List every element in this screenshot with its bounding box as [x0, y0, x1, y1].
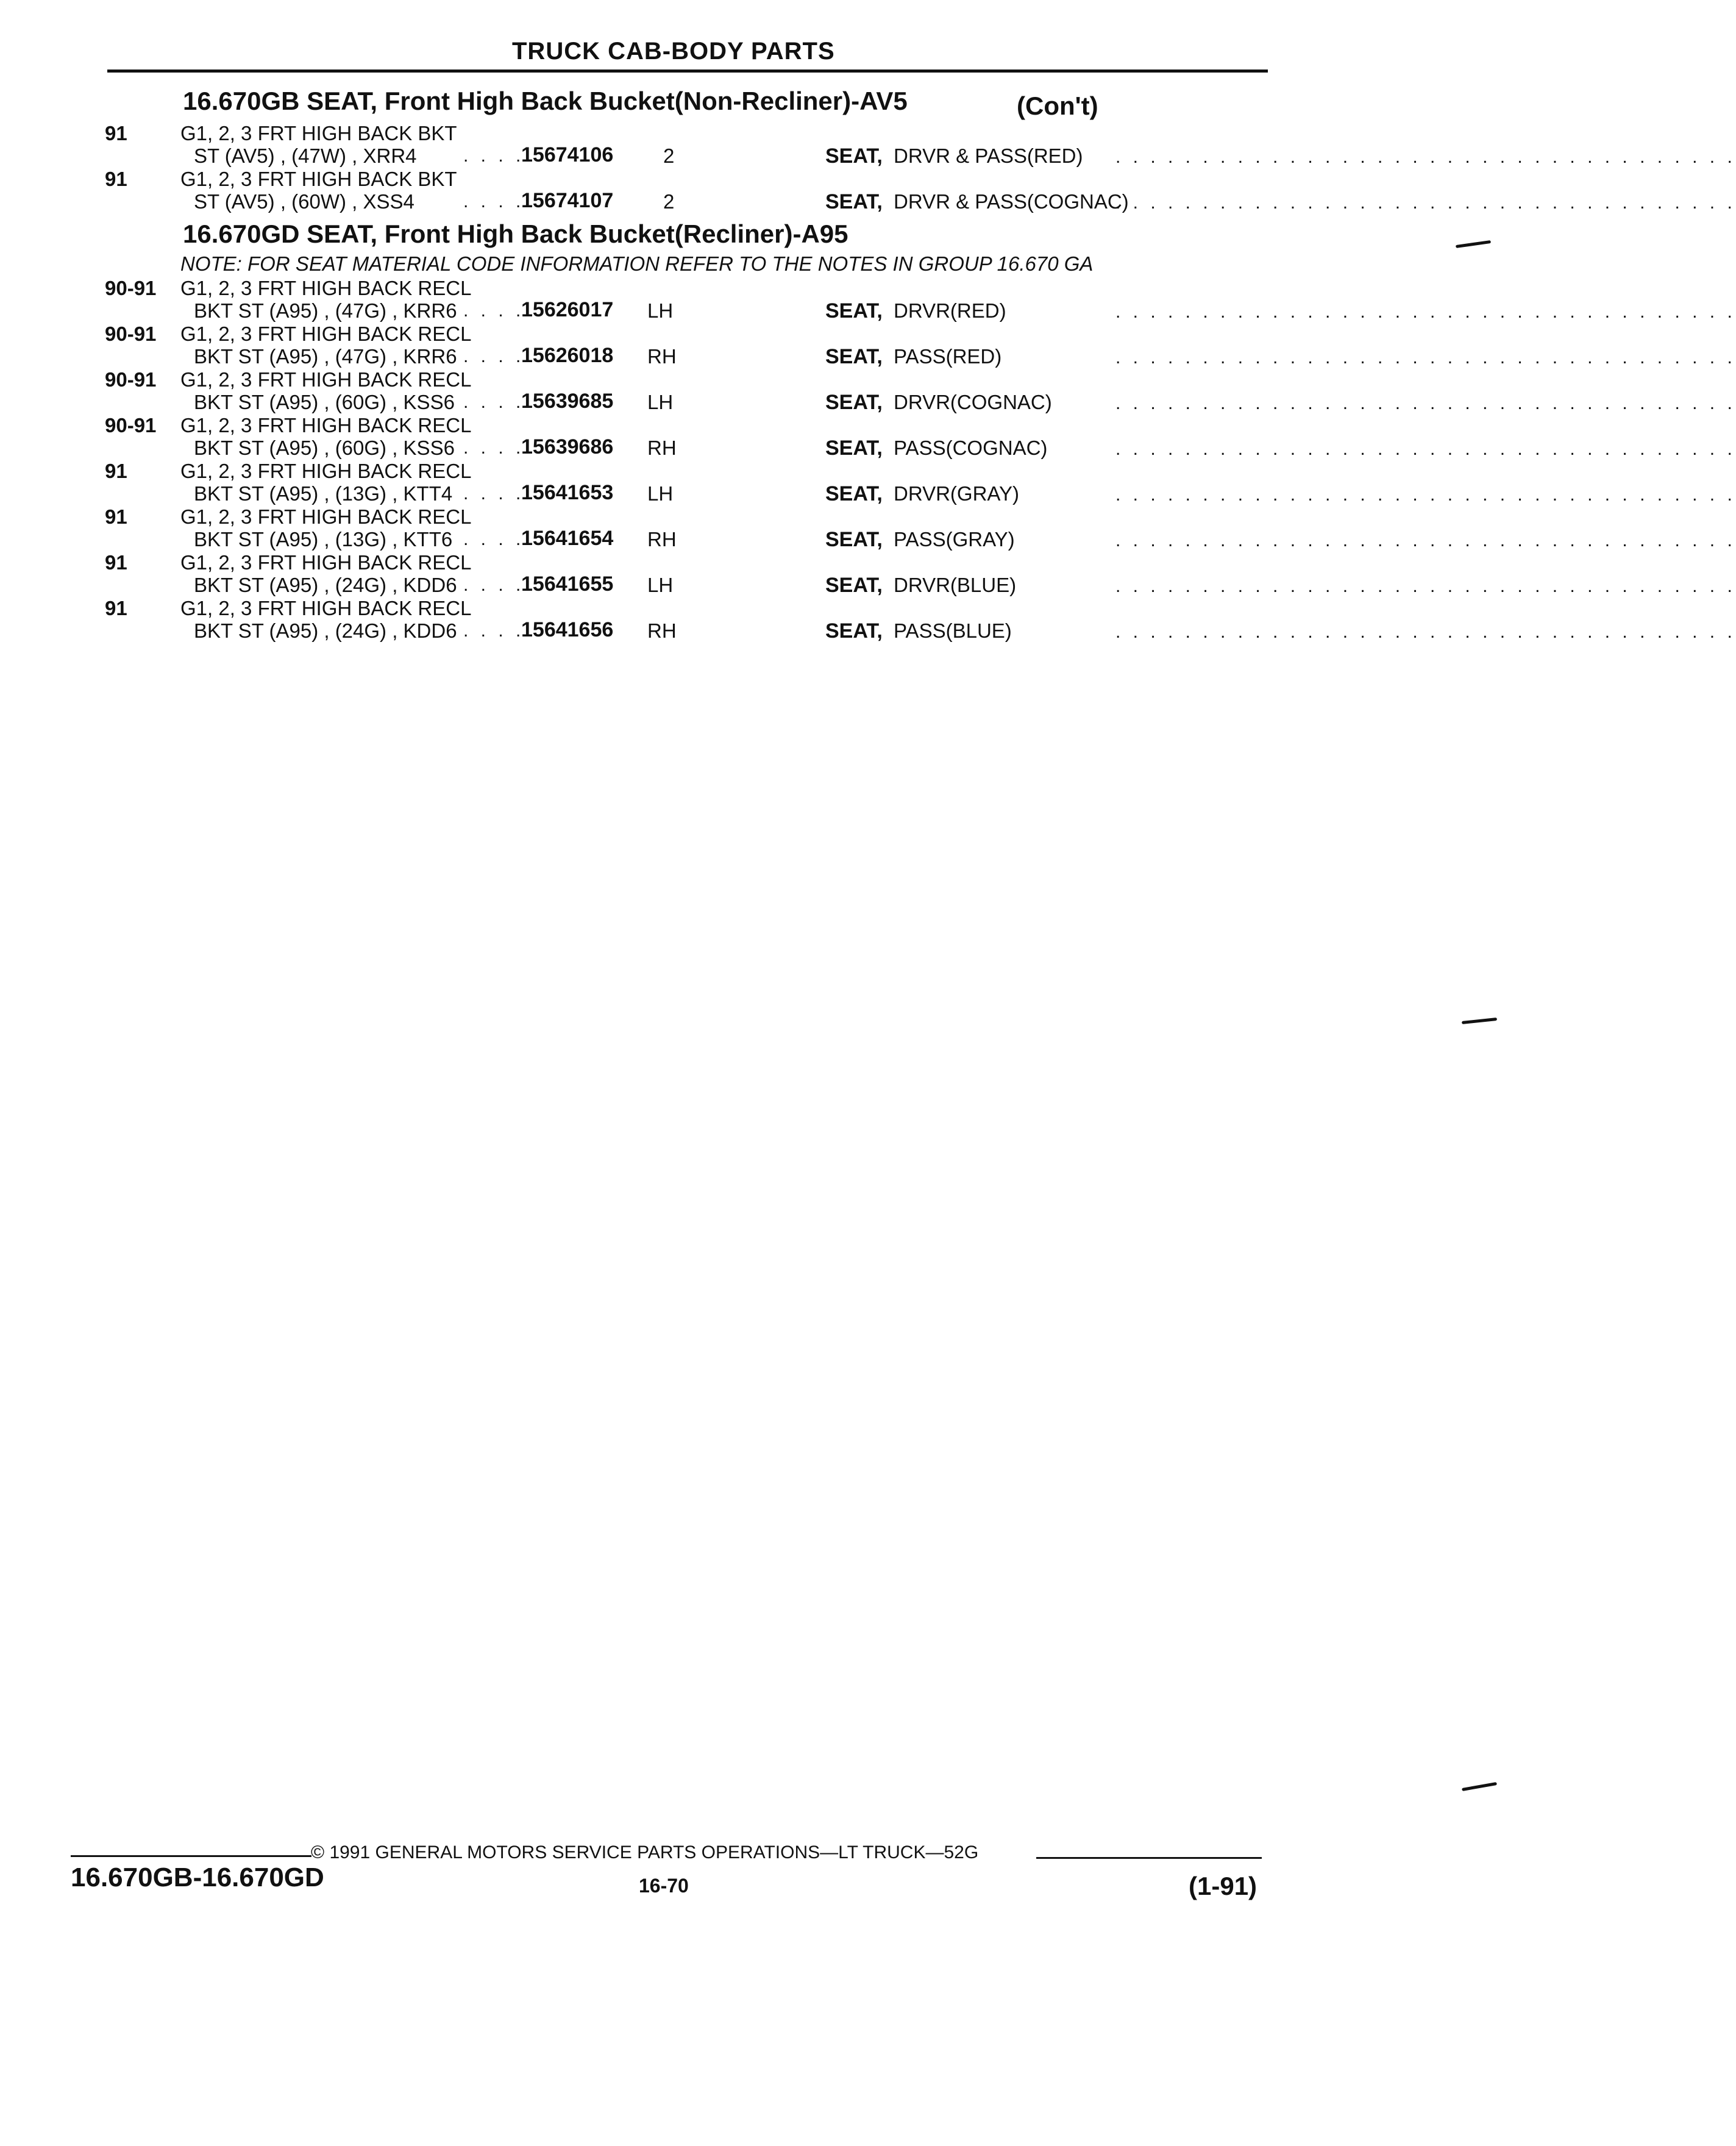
usage-line-2: BKT ST (A95) , (47G) , KRR6 [194, 345, 457, 368]
model-year: 91 [105, 597, 127, 619]
quantity: LH [647, 482, 674, 505]
leader-dots: . . . . [463, 575, 525, 595]
model-year: 90-91 [105, 368, 157, 391]
footer-revision: (1-91) [1189, 1872, 1258, 1900]
leader-dots: . . . . [463, 529, 525, 549]
description: DRVR(GRAY) [894, 482, 1019, 505]
footer-copyright: © 1991 GENERAL MOTORS SERVICE PARTS OPERATIONS—LT TRUCK—52G [311, 1842, 979, 1863]
part-number: 15626018 [521, 344, 614, 367]
description-noun: SEAT, [825, 482, 883, 505]
footer-rule-left [71, 1855, 311, 1857]
model-year: 90-91 [105, 323, 157, 345]
model-year: 91 [105, 460, 127, 482]
margin-mark [1462, 1018, 1497, 1024]
description-noun: SEAT, [825, 574, 883, 597]
footer-rule-right [1036, 1857, 1262, 1859]
footer-section-range: 16.670GB-16.670GD [71, 1863, 324, 1892]
leader-dots: . . . . . . . . . . . . . . . . . . . . . . . . . . . . . . . . . . . . [1115, 439, 1736, 459]
section-note: NOTE: FOR SEAT MATERIAL CODE INFORMATION REFER TO THE NOTES IN GROUP 16.670 GA [180, 252, 1094, 275]
leader-dots: . . . . . . . . . . . . . . . . . . . . . . . . . . . . . . . . . . . . [1115, 147, 1736, 167]
description-noun: SEAT, [825, 190, 883, 213]
quantity: 2 [663, 144, 675, 167]
usage-line-1: G1, 2, 3 FRT HIGH BACK BKT [180, 122, 457, 144]
description: PASS(RED) [894, 345, 1002, 368]
leader-dots: . . . . . . . . . . . . . . . . . . . . . . . . . . . . . . . . . . . . [1115, 302, 1736, 322]
usage-line-2: BKT ST (A95) , (47G) , KRR6 [194, 299, 457, 322]
usage-line-1: G1, 2, 3 FRT HIGH BACK RECL [180, 551, 472, 574]
leader-dots: . . . . [463, 301, 525, 321]
usage-line-1: G1, 2, 3 FRT HIGH BACK RECL [180, 460, 472, 482]
leader-dots: . . . . [463, 392, 525, 412]
leader-dots: . . . . . . . . . . . . . . . . . . . . . . . . . . . . . . . . . . . . [1115, 622, 1736, 642]
quantity: RH [647, 345, 677, 368]
leader-dots: . . . . . . . . . . . . . . . . . . . . . . . . . . . . . . . . . . . . [1115, 576, 1736, 596]
description: PASS(GRAY) [894, 528, 1015, 551]
usage-line-2: BKT ST (A95) , (24G) , KDD6 [194, 619, 457, 642]
usage-line-2: BKT ST (A95) , (60G) , KSS6 [194, 391, 455, 413]
leader-dots: . . . . . . . . . . . . . . . . . . . . . . . . . . . . . . . . . . . . [1115, 193, 1736, 213]
part-number: 15641654 [521, 527, 614, 550]
section-heading: 16.670GB SEAT, Front High Back Bucket(Non-Recliner)-AV5 [183, 87, 908, 115]
margin-mark [1462, 1782, 1497, 1791]
quantity: RH [647, 437, 677, 459]
part-number: 15626017 [521, 298, 614, 321]
leader-dots: . . . . . . . . . . . . . . . . . . . . . . . . . . . . . . . . . . . . [1115, 485, 1736, 505]
margin-mark [1456, 240, 1491, 248]
title-rule [107, 70, 1268, 73]
usage-line-2: BKT ST (A95) , (60G) , KSS6 [194, 437, 455, 459]
part-number: 15641653 [521, 481, 614, 504]
usage-line-2: BKT ST (A95) , (13G) , KTT4 [194, 482, 453, 505]
leader-dots: . . . . . . . . . . . . . . . . . . . . . . . . . . . . . . . . . . . . [1115, 348, 1736, 368]
leader-dots: . . . . [463, 346, 525, 366]
model-year: 90-91 [105, 414, 157, 437]
part-number: 15639685 [521, 390, 614, 413]
usage-line-1: G1, 2, 3 FRT HIGH BACK RECL [180, 505, 472, 528]
model-year: 91 [105, 505, 127, 528]
description-noun: SEAT, [825, 299, 883, 323]
leader-dots: . . . . [463, 438, 525, 458]
usage-line-1: G1, 2, 3 FRT HIGH BACK RECL [180, 597, 472, 619]
leader-dots: . . . . . . . . . . . . . . . . . . . . . . . . . . . . . . . . . . . . [1115, 530, 1736, 551]
usage-line-1: G1, 2, 3 FRT HIGH BACK RECL [180, 414, 472, 437]
usage-line-2: BKT ST (A95) , (13G) , KTT6 [194, 528, 453, 551]
usage-line-1: G1, 2, 3 FRT HIGH BACK RECL [180, 323, 472, 345]
leader-dots: . . . . [463, 191, 525, 212]
description: PASS(COGNAC) [894, 437, 1048, 459]
leader-dots: . . . . [463, 621, 525, 641]
model-year: 91 [105, 168, 127, 190]
quantity: RH [647, 619, 677, 642]
description: DRVR & PASS(RED) [894, 144, 1083, 167]
description-noun: SEAT, [825, 437, 883, 460]
description-noun: SEAT, [825, 144, 883, 168]
description-noun: SEAT, [825, 345, 883, 368]
description-noun: SEAT, [825, 528, 883, 551]
usage-line-1: G1, 2, 3 FRT HIGH BACK RECL [180, 368, 472, 391]
usage-line-1: G1, 2, 3 FRT HIGH BACK RECL [180, 277, 472, 299]
model-year: 90-91 [105, 277, 157, 299]
quantity: LH [647, 574, 674, 596]
part-number: 15641656 [521, 618, 614, 641]
part-number: 15641655 [521, 572, 614, 596]
section-heading: 16.670GD SEAT, Front High Back Bucket(Recliner)-A95 [183, 219, 848, 248]
description: DRVR & PASS(COGNAC) [894, 190, 1129, 213]
part-number: 15639686 [521, 435, 614, 458]
description: DRVR(RED) [894, 299, 1006, 322]
description: PASS(BLUE) [894, 619, 1012, 642]
usage-line-2: ST (AV5) , (47W) , XRR4 [194, 144, 417, 167]
quantity: LH [647, 391, 674, 413]
quantity: 2 [663, 190, 675, 213]
model-year: 91 [105, 122, 127, 144]
footer-page-number: 16-70 [639, 1875, 689, 1897]
description: DRVR(COGNAC) [894, 391, 1052, 413]
continued-label: (Con't) [1017, 91, 1098, 120]
model-year: 91 [105, 551, 127, 574]
usage-line-2: ST (AV5) , (60W) , XSS4 [194, 190, 414, 213]
part-number: 15674106 [521, 143, 614, 166]
quantity: RH [647, 528, 677, 551]
usage-line-2: BKT ST (A95) , (24G) , KDD6 [194, 574, 457, 596]
description: DRVR(BLUE) [894, 574, 1017, 596]
leader-dots: . . . . . . . . . . . . . . . . . . . . . . . . . . . . . . . . . . . . [1115, 393, 1736, 413]
description-noun: SEAT, [825, 619, 883, 643]
usage-line-1: G1, 2, 3 FRT HIGH BACK BKT [180, 168, 457, 190]
description-noun: SEAT, [825, 391, 883, 414]
part-number: 15674107 [521, 189, 614, 212]
leader-dots: . . . . [463, 146, 525, 166]
quantity: LH [647, 299, 674, 322]
leader-dots: . . . . [463, 483, 525, 504]
page-title: TRUCK CAB-BODY PARTS [512, 38, 835, 65]
